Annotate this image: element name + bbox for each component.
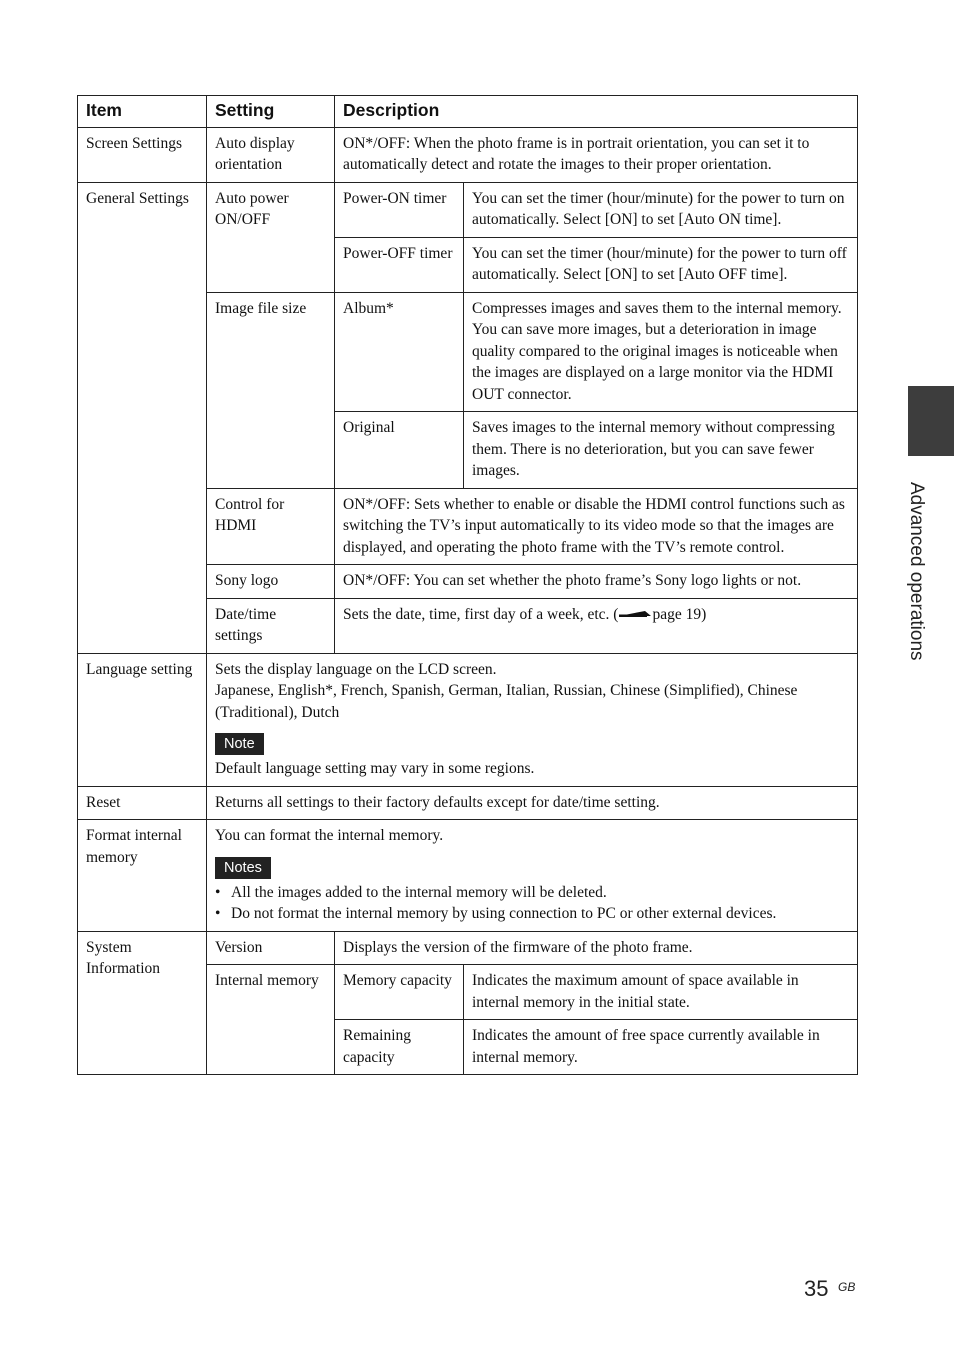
item-screen-settings: Screen Settings: [78, 127, 207, 182]
desc-album: Compresses images and saves them to the internal memory. You can save more images, but a deterioration in image quality compared to the original images is noticeable when the images are displayed on a large monitor via the HDMI OUT connector.: [464, 292, 858, 412]
item-format-internal-memory: Format internal memory: [78, 820, 207, 932]
item-system-information: System Information: [78, 931, 207, 1075]
desc-version: Displays the version of the firmware of the photo frame.: [335, 931, 858, 965]
chapter-tab: [908, 386, 954, 456]
page-number: 35: [804, 1276, 829, 1301]
item-reset: Reset: [78, 786, 207, 820]
notes-badge: Notes: [215, 857, 271, 879]
settings-table: [77, 95, 858, 1075]
format-line-1: You can format the internal memory.: [215, 827, 444, 844]
format-bullet-2: Do not format the internal memory by using connection to PC or other external devices.: [231, 905, 777, 922]
desc-power-off-timer: You can set the timer (hour/minute) for the power to turn off automatically. Select [ON] to set [Auto OFF time].: [464, 237, 858, 292]
header-item: Item: [78, 96, 207, 128]
table-row: [78, 820, 858, 932]
setting-auto-power: Auto power ON/OFF: [207, 182, 335, 292]
desc-language-setting: [207, 653, 858, 786]
desc-control-for-hdmi: ON*/OFF: Sets whether to enable or disable the HDMI control functions such as switching the TV’s input automatically to its video mode so that the images are displayed, and operating the photo frame with the TV’s remote control.: [335, 488, 858, 565]
language-line-1: Sets the display language on the LCD screen.: [215, 660, 497, 678]
sub-original: Original: [335, 412, 464, 489]
arrow-right-icon: [618, 610, 652, 620]
desc-date-time-settings: [335, 598, 858, 653]
sub-album: Album*: [335, 292, 464, 412]
language-note-text: Default language setting may vary in some regions.: [215, 760, 535, 777]
bullet-icon: •: [215, 905, 221, 922]
list-item: [215, 903, 849, 925]
sub-power-on-timer: Power-ON timer: [335, 182, 464, 237]
desc-sony-logo: ON*/OFF: You can set whether the photo frame’s Sony logo lights or not.: [335, 565, 858, 599]
sub-memory-capacity: Memory capacity: [335, 965, 464, 1020]
note-badge: Note: [215, 733, 264, 755]
table-header-row: [78, 96, 858, 128]
desc-original: Saves images to the internal memory without compressing them. There is no deterioration, but you can save fewer images.: [464, 412, 858, 489]
desc-memory-capacity: Indicates the maximum amount of space available in internal memory in the initial state.: [464, 965, 858, 1020]
item-date-time-settings: Date/time settings: [207, 598, 335, 653]
desc-auto-display-orientation: ON*/OFF: When the photo frame is in portrait orientation, you can set it to automatically detect and rotate the images to their proper orientation.: [335, 127, 858, 182]
table-row: [78, 931, 858, 965]
desc-power-on-timer: You can set the timer (hour/minute) for the power to turn on automatically. Select [ON] to set [Auto ON time].: [464, 182, 858, 237]
desc-format-internal-memory: [207, 820, 858, 932]
date-time-page-ref: page 19): [652, 605, 707, 623]
bullet-icon: •: [215, 883, 221, 901]
item-general-settings: General Settings: [78, 182, 207, 653]
setting-control-for-hdmi: Control for HDMI: [207, 488, 335, 565]
header-description: Description: [335, 96, 858, 128]
table-row: [78, 653, 858, 786]
date-time-desc-text: Sets the date, time, first day of a week, etc. (: [343, 605, 619, 623]
setting-internal-memory: Internal memory: [207, 965, 335, 1075]
sub-remaining-capacity: Remaining capacity: [335, 1020, 464, 1075]
sub-power-off-timer: Power-OFF timer: [335, 237, 464, 292]
format-bullet-1: All the images added to the internal memory will be deleted.: [231, 883, 607, 901]
list-item: [215, 882, 849, 904]
header-setting: Setting: [207, 96, 335, 128]
setting-auto-display-orientation: Auto display orientation: [207, 127, 335, 182]
desc-remaining-capacity: Indicates the amount of free space currently available in internal memory.: [464, 1020, 858, 1075]
chapter-label: Advanced operations: [906, 482, 927, 661]
table-row: [78, 182, 858, 237]
setting-image-file-size: Image file size: [207, 292, 335, 488]
item-language-setting: Language setting: [78, 653, 207, 786]
page-region-code: GB: [838, 1280, 856, 1294]
setting-version: Version: [207, 931, 335, 965]
desc-reset: Returns all settings to their factory defaults except for date/time setting.: [207, 786, 858, 820]
setting-sony-logo: Sony logo: [207, 565, 335, 599]
language-list: Japanese, English*, French, Spanish, German, Italian, Russian, Chinese (Simplified), Chinese (Traditional), Dutch: [215, 682, 798, 721]
table-row: [78, 786, 858, 820]
table-row: [78, 127, 858, 182]
